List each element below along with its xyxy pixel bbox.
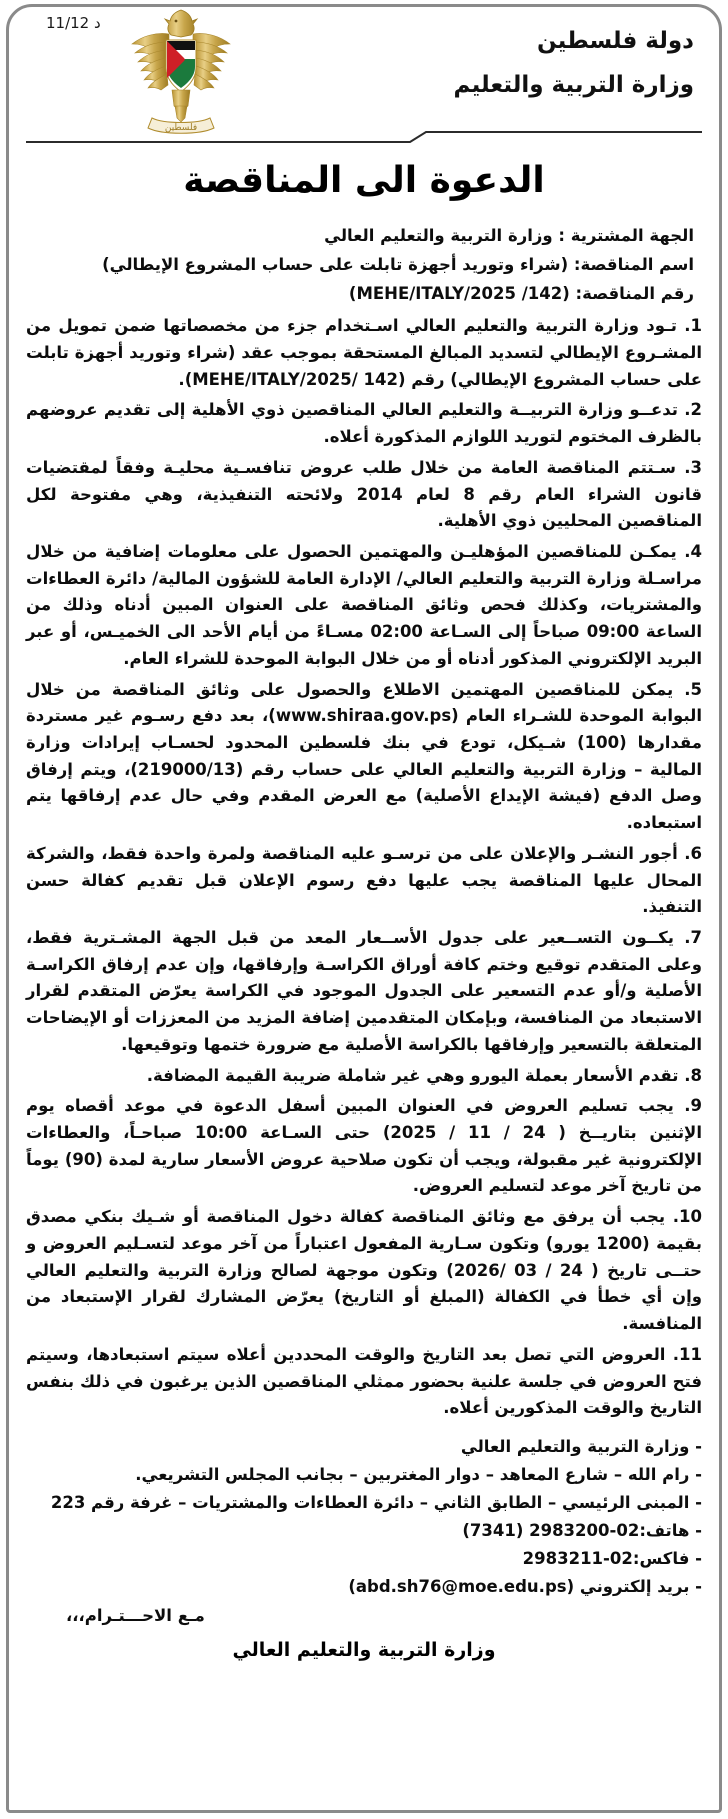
clause-item: 5. يمكن للمناقصين المهتمين الاطلاع والحصول على وثائق المناقصة من خلال البوابة الموحدة للشـراء العام (www.shiraa.gov.ps)، بعد دفع رسـوم غير مستردة مقدارها (100) شـيكل، تودع في بنك فلسطين المحدود لحسـاب إيرادات وزارة المالية – وزارة التربية والتعليم العالي على حساب رقم (219000/13)، ويتم إرفاق وصل الدفع (فيشة الإيداع الأصلية) مع العرض المقدم وفي حال عدم إرفاقها يتم استبعاده. xyxy=(26,679,702,833)
palestine-eagle-emblem xyxy=(122,6,240,138)
ministry-heading xyxy=(454,20,694,107)
tender-summary xyxy=(26,223,702,307)
tender-name-line: اسم المناقصة: (شراء وتوريد أجهزة تابلت على حساب المشروع الإيطالي) xyxy=(102,255,694,275)
clause-item: 6. أجور النشـر والإعلان على من ترسـو عليه المناقصة ولمرة واحدة فقط، والشركة المحال عليها المناقصة يجب عليها دفع رسوم الإعلان قبل تقديم كفالة حسن التنفيذ. xyxy=(26,843,702,917)
clause-item: 10. يجب أن يرفق مع وثائق المناقصة كفالة دخول المناقصة أو شـيك بنكي مصدق بقيمة (1200 يورو) وتكون سـارية المفعول اعتباراً من آخر موعد لتسـليم العروض و حتــى تاريخ ( 24 / 03 /2026) وتكون موجهة لصالح وزارة التربية والتعليم العالي وإن أي خطأ في الكفالة (المبلغ أو التاريخ) يعرّض المشارك لقرار الإستبعاد من المنافسة. xyxy=(26,1207,702,1334)
clause-item: 11. العروض التي تصل بعد التاريخ والوقت المحددين أعلاه سيتم استبعادها، وسيتم فتح العروض في جلسة علنية بحضور ممثلي المناقصين الذين يرغبون في ذلك بنفس التاريخ والوقت المذكورين أعلاه. xyxy=(26,1344,702,1418)
closing-regards: مـع الاحـــتـرام،،، xyxy=(66,1606,205,1626)
corner-page-code: د 11/12 xyxy=(46,14,101,32)
svg-text:فلسطين: فلسطين xyxy=(164,123,198,133)
clause-item: 3. سـتتم المناقصة العامة من خلال طلب عروض تنافسـية محليـة وفقاً لمقتضيات قانون الشراء العام رقم 8 لعام 2014 ولائحته التنفيذية، وهي مفتوحة لكل المناقصين المحليين ذوي الأهلية. xyxy=(26,457,703,531)
clause-item: 2. تدعــو وزارة التربيــة والتعليم العالي المناقصين ذوي الأهلية إلى تقديم عروضهم بالظرف المختوم لتوريد اللوازم المذكورة أعلاه. xyxy=(26,400,702,447)
state-name: دولة فلسطين xyxy=(536,28,694,54)
clause-item: 1. تـود وزارة التربية والتعليم العالي اسـتخدام جزء من مخصصاتها ضمن تمويل من المشـروع الإيطالي لتسديد المبالغ المستحقة بموجب عقد (شراء وتوريد أجهزة تابلت على حساب المشروع الإيطالي) رقم (142 /MEHE/ITALY/2025). xyxy=(26,316,702,389)
document-header xyxy=(26,0,702,133)
clause-item: 4. يمكـن للمناقصين المؤهليـن والمهتمين الحصول على معلومات إضافية من خلال مراسـلة وزارة التربية والتعليم العالي/ الإدارة العامة للشؤون المالية/ دائرة العطاءات والمشتريات، وكذلك فحص وثائق المناقصة على العنوان المبين أدناه وذلك من الساعة 09:00 صباحاً إلى السـاعة 02:00 مسـاءً من أيام الأحد الى الخميـس، أو عبر البريد الإلكتروني المذكور أدناه أو من خلال البوابة الموحدة للشراء العام. xyxy=(26,541,702,668)
page-title: الدعوة الى المناقصة xyxy=(183,160,545,201)
contact-phone: - هاتف:02-2983200 (7341) xyxy=(462,1521,702,1541)
contact-fax: - فاكس:02-2983211 xyxy=(522,1549,702,1569)
contact-email: - بريد إلكتروني (abd.sh76@moe.edu.ps) xyxy=(348,1577,702,1597)
tender-number-label: رقم المناقصة: ( xyxy=(562,284,694,304)
header-divider xyxy=(26,130,702,146)
contact-line: - وزارة التربية والتعليم العالي xyxy=(460,1436,702,1456)
clause-item: 9. يجب تسليم العروض في العنوان المبين أسفل الدعوة في موعد أقصاه يوم الإثنين بتاريــخ ( 24 / 11 / 2025) حتى السـاعة 10:00 صباحـاً، والعطاءات الإلكترونية غير مقبولة، ويجب أن تكون صلاحية عروض الأسعار سارية لمدة (90) يوماً من تاريخ آخر موعد لتسليم العروض. xyxy=(26,1096,702,1196)
contact-line: - رام الله – شارع المعاهد – دوار المغتربين – بجانب المجلس التشريعي. xyxy=(135,1465,702,1484)
clause-item: 7. يكــون التســعير على جدول الأســعار المعد من قبل الجهة المشـترية فقط، وعلى المتقدم توقيع وختم كافة أوراق الكراسـة وإرفاقها، وإن عدم إرفاق الكراسـة الأصلية و/أو عدم التسعير على الجدول الموجود في الكراسة يعرّض المتقدم لقرار الاستبعاد من المنافسة، وبإمكان المتقدمين إضافة المزيد من المعززات أو الإيضاحات المتعلقة بالتسعير وإرفاقها بالكراسة الأصلية مع ضرورة ختمها وتوقيعها. xyxy=(26,928,702,1054)
clause-item: 8. تقدم الأسعار بعملة اليورو وهي غير شاملة ضريبة القيمة المضافة. xyxy=(146,1065,702,1085)
buyer-line: الجهة المشترية : وزارة التربية والتعليم العالي xyxy=(324,226,694,245)
tender-number-line xyxy=(26,281,694,307)
contact-line: - المبنى الرئيسي – الطابق الثاني – دائرة العطاءات والمشتريات – غرفة رقم 223 xyxy=(50,1493,702,1513)
signature-line: وزارة التربية والتعليم العالي xyxy=(232,1639,496,1662)
clause-list xyxy=(26,313,702,1422)
tender-number-close: ) xyxy=(348,284,357,304)
tender-number-value: MEHE/ITALY/2025 /142 xyxy=(356,284,563,304)
contact-block xyxy=(26,1434,702,1600)
ministry-name: وزارة التربية والتعليم xyxy=(453,71,694,98)
